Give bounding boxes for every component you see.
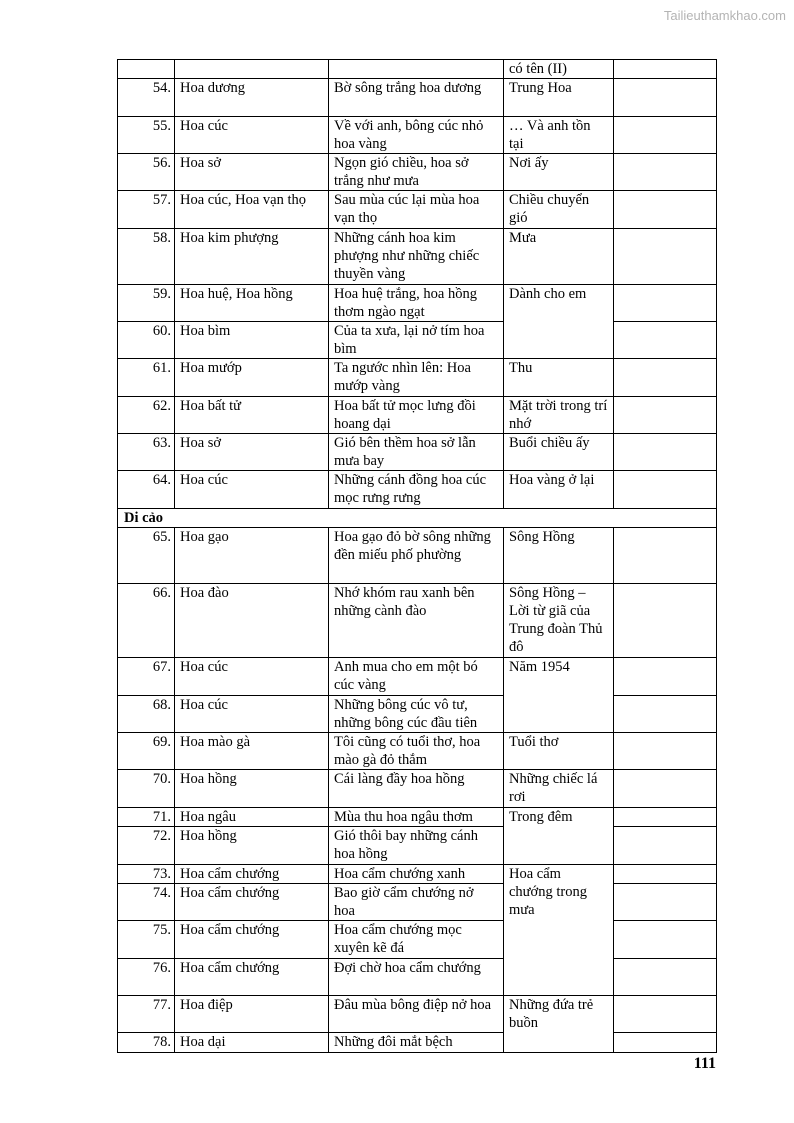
verse-line: Nhớ khóm rau xanh bên những cành đào bbox=[329, 584, 504, 658]
flower-poem-table bbox=[117, 59, 717, 1053]
note-cell bbox=[614, 285, 717, 322]
flower-name: Hoa cúc bbox=[175, 696, 329, 733]
section-heading-row bbox=[118, 509, 717, 528]
flower-name: Hoa cúc bbox=[175, 471, 329, 509]
table-row bbox=[118, 884, 717, 921]
verse-line: Gió bên thềm hoa sở lẫn mưa bay bbox=[329, 434, 504, 471]
flower-name: Hoa bìm bbox=[175, 322, 329, 359]
table-row bbox=[118, 770, 717, 808]
row-number: 62. bbox=[118, 397, 175, 434]
flower-name: Hoa cúc, Hoa vạn thọ bbox=[175, 191, 329, 229]
flower-name: Hoa huệ, Hoa hồng bbox=[175, 285, 329, 322]
flower-name: Hoa cẩm chướng bbox=[175, 865, 329, 884]
poem-title: Trong đêm bbox=[504, 808, 614, 865]
note-cell bbox=[614, 60, 717, 79]
table-row bbox=[118, 191, 717, 229]
row-number: 66. bbox=[118, 584, 175, 658]
table-row bbox=[118, 471, 717, 509]
verse-line: Gió thôi bay những cánh hoa hồng bbox=[329, 827, 504, 865]
flower-name: Hoa sở bbox=[175, 434, 329, 471]
row-number: 59. bbox=[118, 285, 175, 322]
table-row bbox=[118, 696, 717, 733]
verse-line: Đâu mùa bông điệp nở hoa bbox=[329, 996, 504, 1033]
flower-name: Hoa gạo bbox=[175, 528, 329, 584]
poem-title: Trung Hoa bbox=[504, 79, 614, 117]
row-number: 75. bbox=[118, 921, 175, 959]
table-row bbox=[118, 154, 717, 191]
verse-line: Đợi chờ hoa cẩm chướng bbox=[329, 959, 504, 996]
flower-name: Hoa cẩm chướng bbox=[175, 959, 329, 996]
row-number: 73. bbox=[118, 865, 175, 884]
note-cell bbox=[614, 584, 717, 658]
flower-name: Hoa ngâu bbox=[175, 808, 329, 827]
poem-title: Dành cho em bbox=[504, 285, 614, 359]
row-number: 61. bbox=[118, 359, 175, 397]
row-number: 60. bbox=[118, 322, 175, 359]
poem-title: Nơi ấy bbox=[504, 154, 614, 191]
verse-line: Ngọn gió chiều, hoa sở trắng như mưa bbox=[329, 154, 504, 191]
note-cell bbox=[614, 359, 717, 397]
poem-title: Năm 1954 bbox=[504, 658, 614, 733]
flower-name: Hoa cúc bbox=[175, 658, 329, 696]
flower-name: Hoa sở bbox=[175, 154, 329, 191]
table-row bbox=[118, 397, 717, 434]
flower-name: Hoa kim phượng bbox=[175, 229, 329, 285]
table-row bbox=[118, 359, 717, 397]
note-cell bbox=[614, 471, 717, 509]
verse-line: Sau mùa cúc lại mùa hoa vạn thọ bbox=[329, 191, 504, 229]
verse-line: Về với anh, bông cúc nhỏ hoa vàng bbox=[329, 117, 504, 154]
verse-line: Tôi cũng có tuổi thơ, hoa mào gà đỏ thắm bbox=[329, 733, 504, 770]
flower-name: Hoa dương bbox=[175, 79, 329, 117]
note-cell bbox=[614, 733, 717, 770]
note-cell bbox=[614, 322, 717, 359]
verse-line: Hoa cẩm chướng mọc xuyên kẽ đá bbox=[329, 921, 504, 959]
poem-title: Những đứa trẻ buồn bbox=[504, 996, 614, 1053]
flower-name: Hoa điệp bbox=[175, 996, 329, 1033]
note-cell bbox=[614, 770, 717, 808]
note-cell bbox=[614, 884, 717, 921]
table-row bbox=[118, 528, 717, 584]
note-cell bbox=[614, 191, 717, 229]
note-cell bbox=[614, 79, 717, 117]
note-cell bbox=[614, 808, 717, 827]
table-row bbox=[118, 808, 717, 827]
verse-line: Bao giờ cẩm chướng nở hoa bbox=[329, 884, 504, 921]
note-cell bbox=[614, 658, 717, 696]
poem-title: Tuổi thơ bbox=[504, 733, 614, 770]
row-number: 54. bbox=[118, 79, 175, 117]
poem-title: Chiều chuyển gió bbox=[504, 191, 614, 229]
row-number: 68. bbox=[118, 696, 175, 733]
table-row bbox=[118, 229, 717, 285]
table-row bbox=[118, 996, 717, 1033]
row-number: 71. bbox=[118, 808, 175, 827]
flower-name bbox=[175, 60, 329, 79]
table-row bbox=[118, 733, 717, 770]
poem-title: … Và anh tồn tại bbox=[504, 117, 614, 154]
verse-line: Hoa cẩm chướng xanh bbox=[329, 865, 504, 884]
poem-title: Sông Hồng bbox=[504, 528, 614, 584]
flower-name: Hoa hồng bbox=[175, 770, 329, 808]
flower-name: Hoa cúc bbox=[175, 117, 329, 154]
flower-name: Hoa mướp bbox=[175, 359, 329, 397]
poem-title: Buổi chiều ấy bbox=[504, 434, 614, 471]
row-number: 76. bbox=[118, 959, 175, 996]
poem-title: Mặt trời trong trí nhớ bbox=[504, 397, 614, 434]
poem-title: Sông Hồng – Lời từ giã của Trung đoàn Thủ đô bbox=[504, 584, 614, 658]
note-cell bbox=[614, 1033, 717, 1053]
table-row bbox=[118, 322, 717, 359]
flower-name: Hoa bất tử bbox=[175, 397, 329, 434]
verse-line: Những cánh hoa kim phượng như những chiếc thuyền vàng bbox=[329, 229, 504, 285]
flower-name: Hoa hồng bbox=[175, 827, 329, 865]
note-cell bbox=[614, 229, 717, 285]
row-number: 72. bbox=[118, 827, 175, 865]
verse-line: Ta ngước nhìn lên: Hoa mướp vàng bbox=[329, 359, 504, 397]
poem-title: Hoa cẩm chướng trong mưa bbox=[504, 865, 614, 996]
verse-line: Mùa thu hoa ngâu thơm bbox=[329, 808, 504, 827]
table-row bbox=[118, 434, 717, 471]
note-cell bbox=[614, 827, 717, 865]
note-cell bbox=[614, 696, 717, 733]
flower-name: Hoa dại bbox=[175, 1033, 329, 1053]
row-number bbox=[118, 60, 175, 79]
note-cell bbox=[614, 434, 717, 471]
verse-line bbox=[329, 60, 504, 79]
row-number: 70. bbox=[118, 770, 175, 808]
row-number: 64. bbox=[118, 471, 175, 509]
row-number: 67. bbox=[118, 658, 175, 696]
note-cell bbox=[614, 996, 717, 1033]
verse-line: Cái làng đầy hoa hồng bbox=[329, 770, 504, 808]
flower-name: Hoa đào bbox=[175, 584, 329, 658]
verse-line: Những bông cúc vô tư, những bông cúc đầu tiên bbox=[329, 696, 504, 733]
note-cell bbox=[614, 959, 717, 996]
watermark: Tailieuthamkhao.com bbox=[663, 8, 786, 23]
row-number: 78. bbox=[118, 1033, 175, 1053]
note-cell bbox=[614, 865, 717, 884]
row-number: 65. bbox=[118, 528, 175, 584]
poem-title: có tên (II) bbox=[504, 60, 614, 79]
note-cell bbox=[614, 921, 717, 959]
row-number: 74. bbox=[118, 884, 175, 921]
row-number: 58. bbox=[118, 229, 175, 285]
table-row bbox=[118, 60, 717, 79]
verse-line: Những cánh đồng hoa cúc mọc rưng rưng bbox=[329, 471, 504, 509]
verse-line: Những đôi mắt bệch bbox=[329, 1033, 504, 1053]
verse-line: Anh mua cho em một bó cúc vàng bbox=[329, 658, 504, 696]
table-row bbox=[118, 959, 717, 996]
table-row bbox=[118, 117, 717, 154]
section-title: Di cảo bbox=[118, 509, 717, 528]
verse-line: Của ta xưa, lại nở tím hoa bìm bbox=[329, 322, 504, 359]
verse-line: Hoa huệ trắng, hoa hồng thơm ngào ngạt bbox=[329, 285, 504, 322]
note-cell bbox=[614, 528, 717, 584]
table-row bbox=[118, 285, 717, 322]
row-number: 69. bbox=[118, 733, 175, 770]
row-number: 63. bbox=[118, 434, 175, 471]
poem-title: Hoa vàng ở lại bbox=[504, 471, 614, 509]
flower-name: Hoa cẩm chướng bbox=[175, 921, 329, 959]
flower-name: Hoa mào gà bbox=[175, 733, 329, 770]
flower-name: Hoa cẩm chướng bbox=[175, 884, 329, 921]
note-cell bbox=[614, 397, 717, 434]
table-row bbox=[118, 865, 717, 884]
row-number: 77. bbox=[118, 996, 175, 1033]
table-row bbox=[118, 921, 717, 959]
table-row bbox=[118, 584, 717, 658]
table-row bbox=[118, 827, 717, 865]
table-row bbox=[118, 658, 717, 696]
poem-title: Thu bbox=[504, 359, 614, 397]
row-number: 57. bbox=[118, 191, 175, 229]
verse-line: Hoa gạo đỏ bờ sông những đền miếu phố phường bbox=[329, 528, 504, 584]
row-number: 56. bbox=[118, 154, 175, 191]
verse-line: Hoa bất tử mọc lưng đồi hoang dại bbox=[329, 397, 504, 434]
poem-title: Những chiếc lá rơi bbox=[504, 770, 614, 808]
verse-line: Bờ sông trắng hoa dương bbox=[329, 79, 504, 117]
table-row bbox=[118, 79, 717, 117]
note-cell bbox=[614, 154, 717, 191]
note-cell bbox=[614, 117, 717, 154]
poem-title: Mưa bbox=[504, 229, 614, 285]
page-number: 111 bbox=[693, 1055, 716, 1072]
row-number: 55. bbox=[118, 117, 175, 154]
table-row bbox=[118, 1033, 717, 1053]
